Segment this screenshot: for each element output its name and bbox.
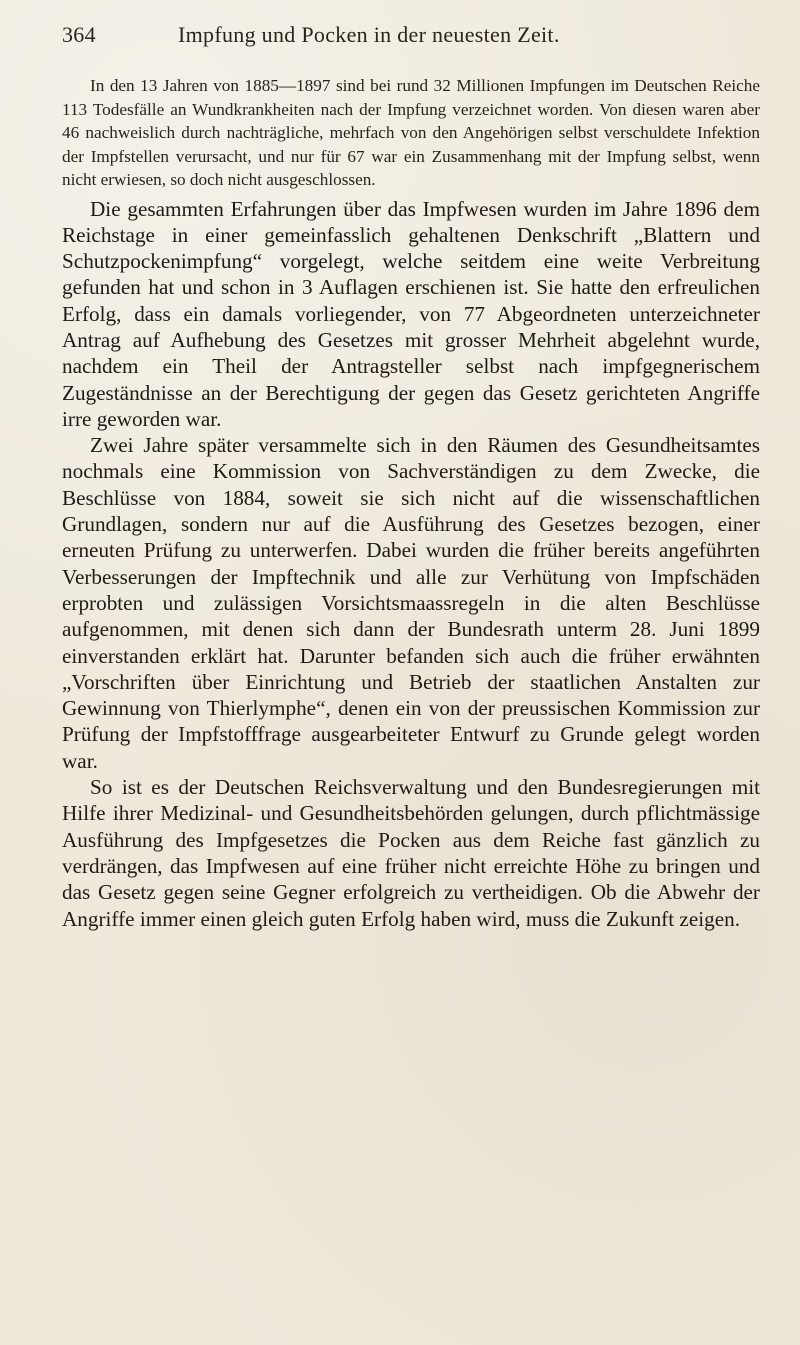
running-head	[62, 22, 760, 58]
paragraph-denkschrift: Die gesammten Erfahrungen über das Impfwesen wurden im Jahre 1896 dem Reichstage in einer gemeinfasslich gehaltenen Denkschrift „Blattern und Schutzpockenimpfung“ vorgelegt, welche seitdem eine weite Verbreitung gefunden hat und schon in 3 Auflagen erschienen ist. Sie hatte den erfreulichen Erfolg, dass ein damals vorliegender, von 77 Abgeordneten unterzeichneter Antrag auf Aufhebung des Gesetzes mit grosser Mehrheit abgelehnt wurde, nachdem ein Theil der Antragsteller selbst nach impfgegnerischem Zugeständnisse an der Berechtigung der gegen das Gesetz gerichteten Angriffe irre geworden war.	[62, 196, 760, 431]
page-number: 364	[62, 22, 96, 47]
paragraph-conclusion: So ist es der Deutschen Reichsverwaltung und den Bundesregierungen mit Hilfe ihrer Medizinal- und Gesundheitsbehörden gelungen, durch pflichtmässige Ausführung des Impfgesetzes die Pocken aus dem Reiche fast gänzlich zu verdrängen, das Impfwesen auf eine früher nicht erreichte Höhe zu bringen und das Gesetz gegen seine Gegner erfolgreich zu vertheidigen. Ob die Abwehr der Angriffe immer einen gleich guten Erfolg haben wird, muss die Zukunft zeigen.	[62, 775, 760, 931]
running-title: Impfung und Pocken in der neuesten Zeit.	[178, 22, 560, 47]
body-text	[62, 196, 760, 932]
paragraph-kommission: Zwei Jahre später versammelte sich in den Räumen des Gesundheitsamtes nochmals eine Kommission von Sachverständigen zu dem Zwecke, die Beschlüsse von 1884, soweit sie sich nicht auf die wissenschaftlichen Grundlagen, sondern nur auf die Ausführung des Gesetzes bezogen, einer erneuten Prüfung zu unterwerfen. Dabei wurden die früher bereits angeführten Verbesserungen der Impftechnik und alle zur Verhütung von Impfschäden erprobten und zulässigen Vorsichtsmaassregeln in die alten Beschlüsse aufgenommen, mit denen sich dann der Bundesrath unterm 28. Juni 1899 einverstanden erklärt hat. Darunter befanden sich auch die früher erwähnten „Vorschriften über Einrichtung und Betrieb der staatlichen Anstalten zur Gewinnung von Thierlymphe“, denen ein von der preussischen Kommission zur Prüfung der Impfstofffrage ausgearbeiteter Entwurf zu Grunde gelegt worden war.	[62, 433, 760, 773]
small-print-paragraph: In den 13 Jahren von 1885—1897 sind bei rund 32 Millionen Impfungen im Deutschen Reiche 113 Todesfälle an Wundkrankheiten nach der Impfung verzeichnet worden. Von diesen waren aber 46 nachweislich durch nachträgliche, mehrfach von den Angehörigen selbst verschuldete Infektion der Impfstellen verursacht, und nur für 67 war ein Zusammenhang mit der Impfung selbst, wenn nicht erwiesen, so doch nicht ausgeschlossen.	[62, 76, 760, 189]
